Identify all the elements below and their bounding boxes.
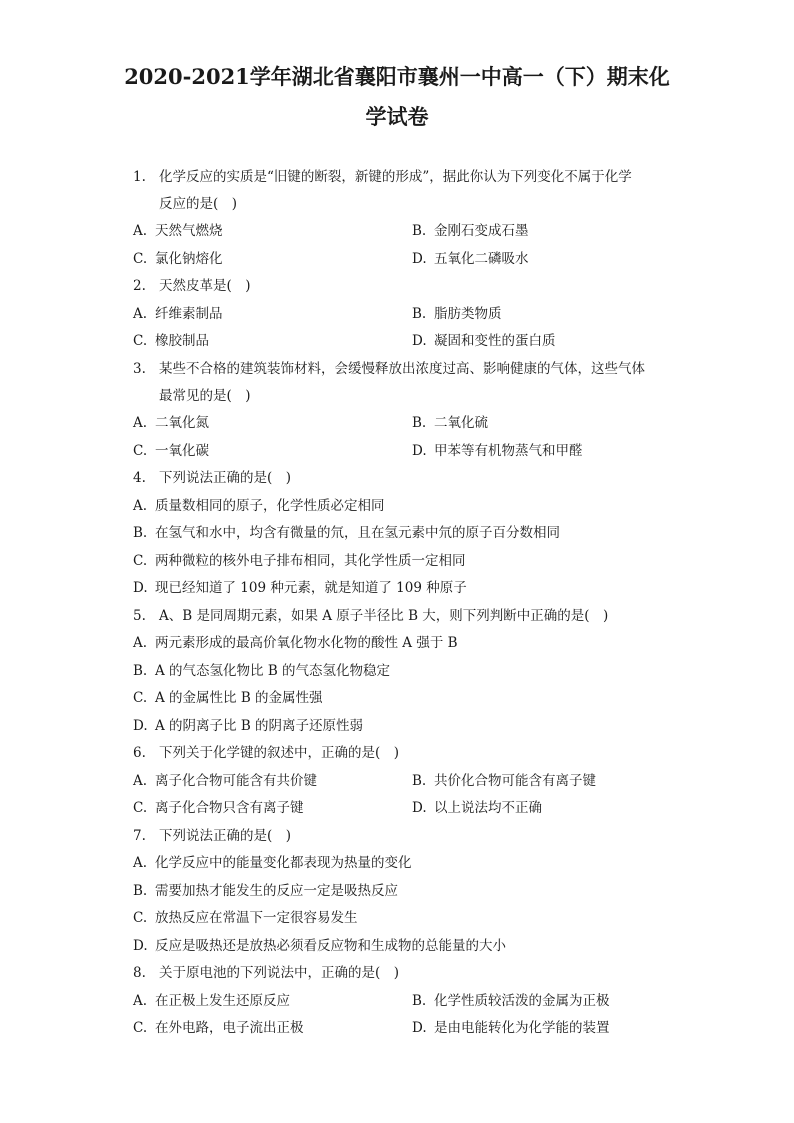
option-b: B. 金刚石变成石墨 bbox=[412, 223, 529, 239]
option-d: D. 甲苯等有机物蒸气和甲醛 bbox=[412, 443, 583, 459]
question-stem: 下列说法正确的是( ) bbox=[159, 470, 292, 486]
option-c: C. A 的金属性比 B 的金属性强 bbox=[133, 690, 323, 706]
question-stem: 某些不合格的建筑装饰材料，会缓慢释放出浓度过高、影响健康的气体，这些气体 bbox=[159, 361, 645, 377]
option-d: D. 反应是吸热还是放热必须看反应物和生成物的总能量的大小 bbox=[133, 938, 506, 954]
option-c: C. 离子化合物只含有离子键 bbox=[133, 800, 304, 816]
option-d: D. 五氧化二磷吸水 bbox=[412, 251, 529, 267]
question-number: 2. bbox=[133, 278, 146, 294]
question-stem-continued: 最常见的是( ) bbox=[159, 388, 251, 404]
question-1 bbox=[133, 168, 632, 186]
option-c: C. 在外电路，电子流出正极 bbox=[133, 1020, 304, 1036]
question-stem-continued: 反应的是( ) bbox=[159, 196, 238, 212]
question-stem: 天然皮革是( ) bbox=[159, 278, 251, 294]
question-4 bbox=[133, 469, 291, 487]
page-title-line2: 学试卷 bbox=[365, 104, 429, 129]
option-a: A. 两元素形成的最高价氧化物水化物的酸性 A 强于 B bbox=[133, 635, 458, 651]
option-b: B. 化学性质较活泼的金属为正极 bbox=[412, 993, 610, 1009]
option-d: D. 是由电能转化为化学能的装置 bbox=[412, 1020, 610, 1036]
option-d: D. A 的阴离子比 B 的阴离子还原性弱 bbox=[133, 718, 364, 734]
question-number: 8. bbox=[133, 965, 146, 981]
question-number: 4. bbox=[133, 470, 146, 486]
option-c: C. 一氧化碳 bbox=[133, 443, 209, 459]
question-8 bbox=[133, 964, 399, 982]
option-a: A. 二氧化氮 bbox=[133, 415, 209, 431]
option-b: B. 需要加热才能发生的反应一定是吸热反应 bbox=[133, 883, 398, 899]
question-3 bbox=[133, 360, 645, 378]
option-c: C. 两种微粒的核外电子排布相同，其化学性质一定相同 bbox=[133, 553, 466, 569]
question-stem: 下列说法正确的是( ) bbox=[159, 828, 292, 844]
question-6 bbox=[133, 744, 399, 762]
option-b: B. A 的气态氢化物比 B 的气态氢化物稳定 bbox=[133, 663, 391, 679]
option-a: A. 化学反应中的能量变化都表现为热量的变化 bbox=[133, 855, 412, 871]
question-2 bbox=[133, 277, 251, 295]
option-b: B. 在氢气和水中，均含有微量的氘，且在氢元素中氘的原子百分数相同 bbox=[133, 525, 560, 541]
option-a: A. 质量数相同的原子，化学性质必定相同 bbox=[133, 498, 385, 514]
option-d: D. 现已经知道了 109 种元素，就是知道了 109 种原子 bbox=[133, 580, 467, 596]
question-number: 1. bbox=[133, 169, 146, 185]
question-stem: 下列关于化学键的叙述中，正确的是( ) bbox=[159, 745, 400, 761]
question-number: 7. bbox=[133, 828, 146, 844]
option-d: D. 凝固和变性的蛋白质 bbox=[412, 333, 556, 349]
question-stem: 化学反应的实质是“旧键的断裂，新键的形成”，据此你认为下列变化不属于化学 bbox=[159, 169, 632, 185]
option-a: A. 纤维素制品 bbox=[133, 306, 223, 322]
question-number: 6. bbox=[133, 745, 146, 761]
question-number: 3. bbox=[133, 361, 146, 377]
option-a: A. 天然气燃烧 bbox=[133, 223, 223, 239]
option-a: A. 在正极上发生还原反应 bbox=[133, 993, 290, 1009]
option-b: B. 脂肪类物质 bbox=[412, 306, 502, 322]
option-c: C. 氯化钠熔化 bbox=[133, 251, 223, 267]
question-stem: 关于原电池的下列说法中，正确的是( ) bbox=[159, 965, 400, 981]
option-b: B. 共价化合物可能含有离子键 bbox=[412, 773, 596, 789]
question-5 bbox=[133, 607, 608, 625]
option-b: B. 二氧化硫 bbox=[412, 415, 488, 431]
option-c: C. 放热反应在常温下一定很容易发生 bbox=[133, 910, 358, 926]
question-number: 5. bbox=[133, 608, 146, 624]
option-a: A. 离子化合物可能含有共价键 bbox=[133, 773, 317, 789]
question-stem: A、B 是同周期元素，如果 A 原子半径比 B 大，则下列判断中正确的是( ) bbox=[159, 608, 609, 624]
question-7 bbox=[133, 827, 291, 845]
option-d: D. 以上说法均不正确 bbox=[412, 800, 542, 816]
page-title-line1: 2020-2021学年湖北省襄阳市襄州一中高一（下）期末化 bbox=[124, 64, 670, 89]
option-c: C. 橡胶制品 bbox=[133, 333, 209, 349]
